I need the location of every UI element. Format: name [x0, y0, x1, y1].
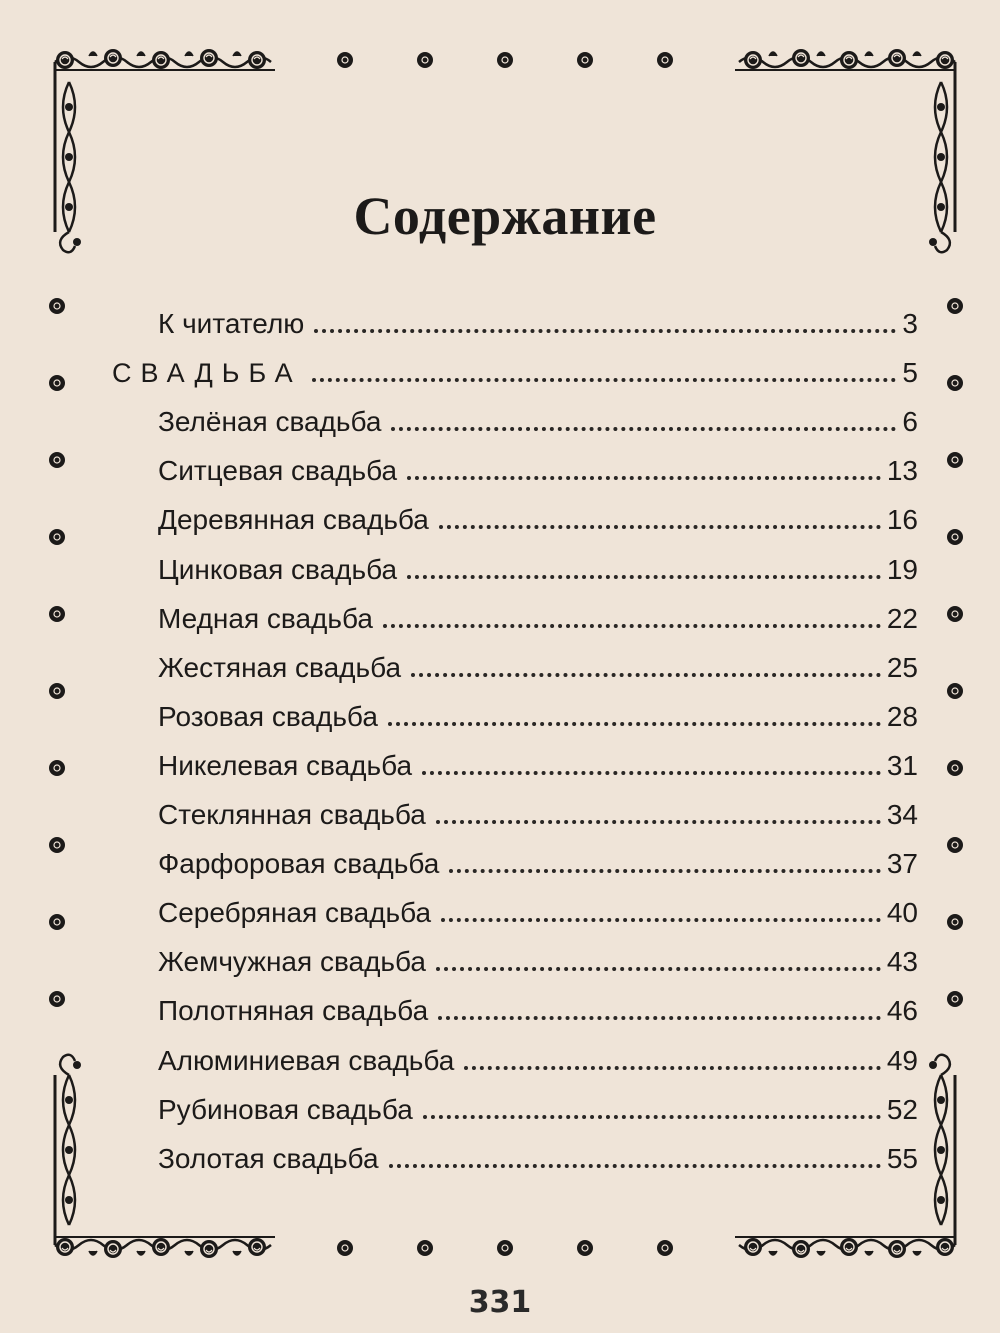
dot-leader — [438, 1016, 881, 1020]
toc-entry-page: 16 — [886, 504, 918, 535]
page-number: 331 — [468, 1285, 532, 1320]
dot-leader — [391, 427, 896, 431]
toc-section-heading — [112, 357, 918, 397]
dot-leader — [383, 624, 881, 628]
dot-leader — [449, 869, 881, 873]
toc-entry-page: 3 — [902, 308, 918, 339]
toc-entry-page: 25 — [886, 652, 918, 683]
toc-entry-label: Золотая свадьба — [158, 1143, 379, 1174]
toc-entry-label: К читателю — [158, 308, 305, 339]
toc-entry — [158, 799, 918, 839]
toc-entry — [158, 897, 918, 937]
toc-entry-page: 28 — [886, 701, 918, 732]
dot-leader — [436, 820, 881, 824]
toc-entry-label: Фарфоровая свадьба — [158, 848, 440, 879]
toc-entry — [158, 1143, 918, 1183]
toc-entry-page: 52 — [886, 1094, 918, 1125]
dot-leader — [407, 575, 881, 579]
toc-entry-label: Зелёная свадьба — [158, 406, 382, 437]
toc-entry-label: Алюминиевая свадьба — [158, 1045, 455, 1076]
toc-entry — [158, 946, 918, 986]
toc-entry-label: СВАДЬБА — [112, 358, 302, 388]
toc-entry-label: Цинковая свадьба — [158, 554, 398, 585]
toc-entry-page: 55 — [886, 1143, 918, 1174]
toc-entry-page: 46 — [886, 995, 918, 1026]
toc-entry-page: 13 — [886, 455, 918, 486]
toc-entry-page: 31 — [886, 750, 918, 781]
toc-entry — [158, 455, 918, 495]
dot-leader — [439, 525, 881, 529]
toc-entry-page: 43 — [886, 946, 918, 977]
toc-entry-label: Полотняная свадьба — [158, 995, 429, 1026]
toc-entry-page: 22 — [886, 603, 918, 634]
toc-entry — [158, 995, 918, 1035]
toc-entry — [158, 1045, 918, 1085]
toc-entry — [158, 848, 918, 888]
dot-leader — [388, 722, 881, 726]
toc-entry-label: Серебряная свадьба — [158, 897, 432, 928]
dot-leader — [464, 1066, 880, 1070]
toc-entry-page: 19 — [886, 554, 918, 585]
toc-entry — [158, 1094, 918, 1134]
dot-leader — [407, 476, 881, 480]
toc-entry — [158, 701, 918, 741]
dot-leader — [422, 771, 881, 775]
toc-entry-page: 34 — [886, 799, 918, 830]
toc-entry-label: Стеклянная свадьба — [158, 799, 426, 830]
dot-leader — [389, 1164, 881, 1168]
toc-entry — [158, 652, 918, 692]
toc-entry-page: 40 — [886, 897, 918, 928]
dot-leader — [423, 1115, 881, 1119]
dot-leader — [314, 329, 896, 333]
page-title: Содержание — [353, 186, 657, 246]
toc-entry-label: Медная свадьба — [158, 603, 373, 634]
toc-entry-label: Ситцевая свадьба — [158, 455, 398, 486]
toc-entry-page: 6 — [902, 406, 918, 437]
dot-leader — [441, 918, 881, 922]
toc-entry-page: 49 — [886, 1045, 918, 1076]
toc-entry-label: Никелевая свадьба — [158, 750, 413, 781]
toc-entry-label: Розовая свадьба — [158, 701, 378, 732]
dot-leader — [312, 378, 897, 382]
toc-entry — [158, 308, 918, 348]
toc-entry-label: Жестяная свадьба — [158, 652, 402, 683]
toc-entry — [158, 603, 918, 643]
toc-entry-label: Рубиновая свадьба — [158, 1094, 413, 1125]
toc-entry-page: 37 — [886, 848, 918, 879]
toc-entry-label: Жемчужная свадьба — [158, 946, 426, 977]
dot-leader — [436, 967, 881, 971]
dot-leader — [411, 673, 881, 677]
toc-entry-label: Деревянная свадьба — [158, 504, 429, 535]
toc-entry — [158, 504, 918, 544]
toc-entry — [158, 750, 918, 790]
toc-entry — [158, 406, 918, 446]
toc-entry-page: 5 — [902, 357, 918, 388]
toc-entry — [158, 554, 918, 594]
